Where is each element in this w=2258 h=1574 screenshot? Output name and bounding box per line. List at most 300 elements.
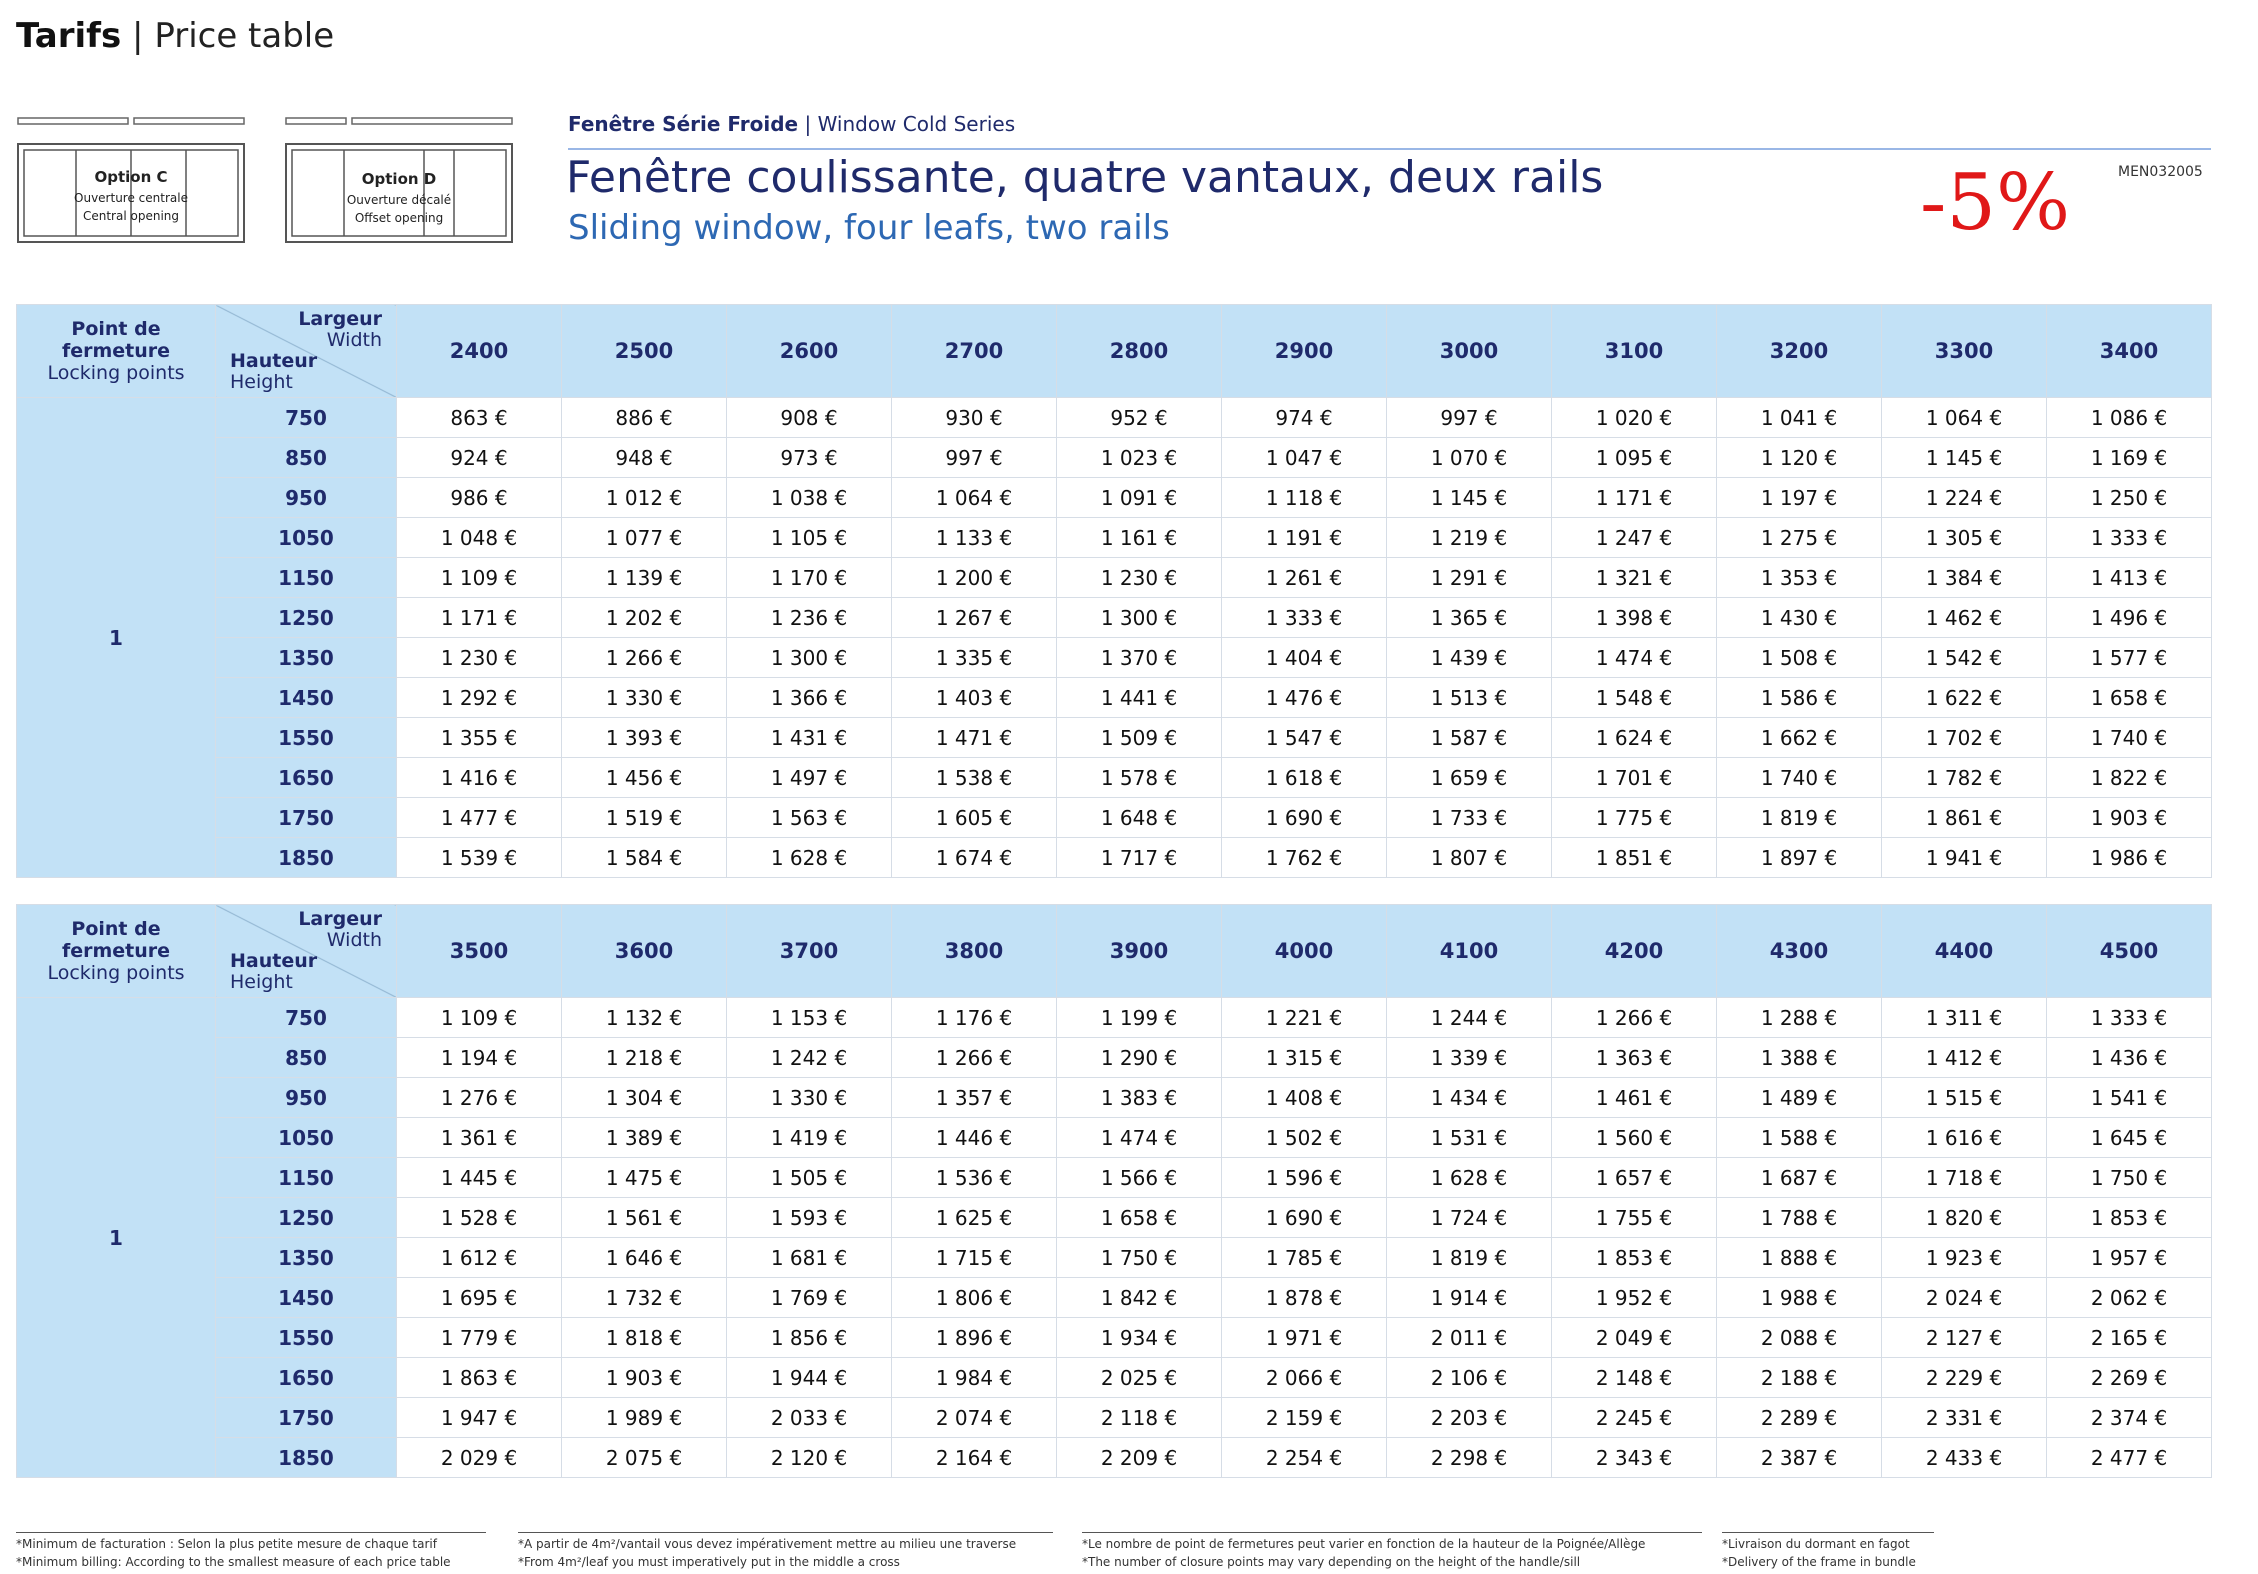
price-cell: 1 191 € [1222, 518, 1387, 558]
footnote-rule [1722, 1532, 1934, 1533]
height-row-header: 1750 [216, 1398, 397, 1438]
locking-label-fr: Point de fermeture [61, 318, 171, 362]
locking-label-en: Locking points [47, 362, 185, 384]
height-row-header: 1450 [216, 678, 397, 718]
price-cell: 1 971 € [1222, 1318, 1387, 1358]
price-cell: 1 118 € [1222, 478, 1387, 518]
table-row [17, 638, 2212, 678]
width-column-header: 4000 [1222, 905, 1387, 998]
price-cell: 1 645 € [2047, 1118, 2212, 1158]
product-title-fr: Fenêtre coulissante, quatre vantaux, deux rails [566, 152, 1604, 203]
table-row [17, 758, 2212, 798]
price-cell: 1 538 € [892, 758, 1057, 798]
price-cell: 1 261 € [1222, 558, 1387, 598]
price-cell: 1 762 € [1222, 838, 1387, 878]
price-cell: 1 750 € [2047, 1158, 2212, 1198]
height-row-header: 1250 [216, 1198, 397, 1238]
price-cell: 1 403 € [892, 678, 1057, 718]
price-cell: 1 625 € [892, 1198, 1057, 1238]
width-label-en: Width [326, 329, 382, 351]
price-cell: 1 914 € [1387, 1278, 1552, 1318]
table-row [17, 838, 2212, 878]
table-row [17, 1078, 2212, 1118]
series-fr: Fenêtre Série Froide [568, 112, 799, 136]
series-label [568, 112, 1015, 136]
height-row-header: 1250 [216, 598, 397, 638]
table-row [17, 1038, 2212, 1078]
price-cell: 1 436 € [2047, 1038, 2212, 1078]
price-cell: 1 404 € [1222, 638, 1387, 678]
price-cell: 1 842 € [1057, 1278, 1222, 1318]
price-cell: 1 145 € [1387, 478, 1552, 518]
option-c-diagram [16, 116, 246, 246]
price-cell: 1 496 € [2047, 598, 2212, 638]
price-cell: 1 853 € [1552, 1238, 1717, 1278]
price-cell: 1 659 € [1387, 758, 1552, 798]
price-cell: 1 439 € [1387, 638, 1552, 678]
price-cell: 1 508 € [1717, 638, 1882, 678]
price-cell: 1 430 € [1717, 598, 1882, 638]
price-cell: 2 298 € [1387, 1438, 1552, 1478]
width-column-header: 3700 [727, 905, 892, 998]
price-cell: 2 049 € [1552, 1318, 1717, 1358]
price-cell: 1 077 € [562, 518, 727, 558]
option-d-name: Option D [361, 170, 437, 188]
price-cell: 2 343 € [1552, 1438, 1717, 1478]
price-cell: 1 584 € [562, 838, 727, 878]
price-cell: 2 011 € [1387, 1318, 1552, 1358]
price-cell: 1 612 € [397, 1238, 562, 1278]
price-cell: 1 145 € [1882, 438, 2047, 478]
width-column-header: 4400 [1882, 905, 2047, 998]
height-row-header: 750 [216, 998, 397, 1038]
table-row [17, 1318, 2212, 1358]
price-cell: 1 315 € [1222, 1038, 1387, 1078]
price-cell: 1 132 € [562, 998, 727, 1038]
price-cell: 1 548 € [1552, 678, 1717, 718]
footnote-3-en: *The number of closure points may vary depending on the height of the handle/sill [1082, 1555, 1581, 1569]
width-column-header: 2900 [1222, 305, 1387, 398]
price-cell: 1 984 € [892, 1358, 1057, 1398]
price-cell: 2 120 € [727, 1438, 892, 1478]
price-cell: 863 € [397, 398, 562, 438]
table-row [17, 1198, 2212, 1238]
series-divider [568, 148, 2211, 150]
option-c-fr: Ouverture centrale [74, 191, 188, 205]
price-cell: 1 542 € [1882, 638, 2047, 678]
price-cell: 1 171 € [397, 598, 562, 638]
footnote-rule [16, 1532, 486, 1533]
price-cell: 1 563 € [727, 798, 892, 838]
product-title-en: Sliding window, four leafs, two rails [568, 208, 1170, 248]
price-cell: 1 878 € [1222, 1278, 1387, 1318]
height-row-header: 750 [216, 398, 397, 438]
discount-badge: -5% [1920, 158, 2071, 248]
price-cell: 997 € [1387, 398, 1552, 438]
price-cell: 1 048 € [397, 518, 562, 558]
price-cell: 930 € [892, 398, 1057, 438]
price-cell: 1 064 € [892, 478, 1057, 518]
price-cell: 1 646 € [562, 1238, 727, 1278]
price-cell: 1 618 € [1222, 758, 1387, 798]
price-cell: 1 775 € [1552, 798, 1717, 838]
price-cell: 948 € [562, 438, 727, 478]
price-cell: 1 622 € [1882, 678, 2047, 718]
height-row-header: 1350 [216, 1238, 397, 1278]
price-cell: 1 502 € [1222, 1118, 1387, 1158]
price-cell: 1 531 € [1387, 1118, 1552, 1158]
price-cell: 1 539 € [397, 838, 562, 878]
price-cell: 1 923 € [1882, 1238, 2047, 1278]
price-cell: 1 412 € [1882, 1038, 2047, 1078]
price-cell: 1 023 € [1057, 438, 1222, 478]
width-column-header: 3300 [1882, 305, 2047, 398]
footnote-2-fr: *A partir de 4m²/vantail vous devez impérativement mettre au milieu une traverse [518, 1537, 1017, 1551]
price-cell: 1 732 € [562, 1278, 727, 1318]
price-cell: 1 224 € [1882, 478, 2047, 518]
table-row [17, 678, 2212, 718]
price-cell: 1 861 € [1882, 798, 2047, 838]
price-cell: 1 474 € [1057, 1118, 1222, 1158]
price-cell: 1 896 € [892, 1318, 1057, 1358]
price-cell: 1 947 € [397, 1398, 562, 1438]
height-row-header: 1750 [216, 798, 397, 838]
height-row-header: 950 [216, 478, 397, 518]
series-en: Window Cold Series [817, 112, 1016, 136]
footnote-4 [1722, 1532, 1934, 1571]
price-cell: 2 203 € [1387, 1398, 1552, 1438]
price-cell: 1 461 € [1552, 1078, 1717, 1118]
price-cell: 1 566 € [1057, 1158, 1222, 1198]
height-label-en: Height [230, 371, 293, 393]
price-cell: 1 091 € [1057, 478, 1222, 518]
width-column-header: 2500 [562, 305, 727, 398]
table-row [17, 598, 2212, 638]
price-cell: 1 064 € [1882, 398, 2047, 438]
option-d-diagram [284, 116, 514, 246]
price-cell: 1 560 € [1552, 1118, 1717, 1158]
price-cell: 2 106 € [1387, 1358, 1552, 1398]
price-cell: 1 304 € [562, 1078, 727, 1118]
price-cell: 2 024 € [1882, 1278, 2047, 1318]
width-label [298, 309, 382, 351]
footnote-2 [518, 1532, 1053, 1571]
width-label-fr: Largeur [298, 908, 382, 930]
price-cell: 1 047 € [1222, 438, 1387, 478]
price-cell: 1 300 € [727, 638, 892, 678]
price-cell: 2 033 € [727, 1398, 892, 1438]
page-title-bold: Tarifs [16, 16, 122, 56]
price-cell: 1 109 € [397, 558, 562, 598]
price-cell: 1 153 € [727, 998, 892, 1038]
price-cell: 1 657 € [1552, 1158, 1717, 1198]
price-cell: 1 624 € [1552, 718, 1717, 758]
price-cell: 886 € [562, 398, 727, 438]
width-column-header: 3600 [562, 905, 727, 998]
price-cell: 1 292 € [397, 678, 562, 718]
price-cell: 1 330 € [727, 1078, 892, 1118]
locking-points-header [17, 305, 216, 398]
price-cell: 1 957 € [2047, 1238, 2212, 1278]
price-cell: 1 724 € [1387, 1198, 1552, 1238]
price-cell: 1 819 € [1717, 798, 1882, 838]
price-cell: 1 509 € [1057, 718, 1222, 758]
page-title-separator: | [132, 16, 144, 56]
option-d-en: Offset opening [354, 211, 444, 225]
height-row-header: 850 [216, 1038, 397, 1078]
price-cell: 2 025 € [1057, 1358, 1222, 1398]
price-cell: 1 897 € [1717, 838, 1882, 878]
height-row-header: 1650 [216, 758, 397, 798]
price-cell: 2 331 € [1882, 1398, 2047, 1438]
footnote-3-fr: *Le nombre de point de fermetures peut varier en fonction de la hauteur de la Poignée/Allège [1082, 1537, 1646, 1551]
price-cell: 1 419 € [727, 1118, 892, 1158]
price-cell: 1 662 € [1717, 718, 1882, 758]
price-cell: 1 690 € [1222, 1198, 1387, 1238]
price-cell: 1 818 € [562, 1318, 727, 1358]
price-cell: 1 989 € [562, 1398, 727, 1438]
price-cell: 1 648 € [1057, 798, 1222, 838]
price-cell: 2 066 € [1222, 1358, 1387, 1398]
price-cell: 1 333 € [2047, 518, 2212, 558]
option-d-fr: Ouverture décalé [346, 193, 452, 207]
height-row-header: 1050 [216, 518, 397, 558]
price-cell: 1 266 € [892, 1038, 1057, 1078]
price-cell: 1 441 € [1057, 678, 1222, 718]
table-row [17, 1358, 2212, 1398]
product-reference: MEN032005 [2118, 164, 2203, 180]
width-height-header [216, 905, 397, 998]
width-column-header: 3800 [892, 905, 1057, 998]
price-cell: 1 588 € [1717, 1118, 1882, 1158]
width-column-header: 2400 [397, 305, 562, 398]
height-label-fr: Hauteur [230, 950, 318, 972]
price-cell: 2 159 € [1222, 1398, 1387, 1438]
price-cell: 1 782 € [1882, 758, 2047, 798]
price-cell: 2 075 € [562, 1438, 727, 1478]
price-cell: 1 408 € [1222, 1078, 1387, 1118]
table-row [17, 718, 2212, 758]
price-cell: 1 903 € [562, 1358, 727, 1398]
price-cell: 1 628 € [1387, 1158, 1552, 1198]
price-cell: 1 416 € [397, 758, 562, 798]
price-cell: 1 755 € [1552, 1198, 1717, 1238]
width-column-header: 2800 [1057, 305, 1222, 398]
width-column-header: 4300 [1717, 905, 1882, 998]
price-cell: 1 851 € [1552, 838, 1717, 878]
price-cell: 1 266 € [562, 638, 727, 678]
price-cell: 1 335 € [892, 638, 1057, 678]
height-label-en: Height [230, 971, 293, 993]
option-d-window-icon [284, 116, 514, 246]
price-cell: 1 718 € [1882, 1158, 2047, 1198]
price-cell: 1 384 € [1882, 558, 2047, 598]
height-row-header: 1550 [216, 1318, 397, 1358]
price-cell: 2 127 € [1882, 1318, 2047, 1358]
table-row [17, 1238, 2212, 1278]
table-row [17, 518, 2212, 558]
locking-points-header [17, 905, 216, 998]
price-cell: 1 398 € [1552, 598, 1717, 638]
price-cell: 1 519 € [562, 798, 727, 838]
width-column-header: 4100 [1387, 905, 1552, 998]
height-row-header: 1850 [216, 838, 397, 878]
footnote-3 [1082, 1532, 1702, 1571]
table-row [17, 1398, 2212, 1438]
price-cell: 2 254 € [1222, 1438, 1387, 1478]
price-cell: 1 674 € [892, 838, 1057, 878]
footnote-4-en: *Delivery of the frame in bundle [1722, 1555, 1916, 1569]
price-cell: 1 577 € [2047, 638, 2212, 678]
price-cell: 2 433 € [1882, 1438, 2047, 1478]
footnote-1-fr: *Minimum de facturation : Selon la plus petite mesure de chaque tarif [16, 1537, 437, 1551]
price-cell: 1 290 € [1057, 1038, 1222, 1078]
price-cell: 1 333 € [1222, 598, 1387, 638]
price-cell: 1 109 € [397, 998, 562, 1038]
price-cell: 1 200 € [892, 558, 1057, 598]
price-cell: 1 769 € [727, 1278, 892, 1318]
price-cell: 1 513 € [1387, 678, 1552, 718]
price-cell: 1 105 € [727, 518, 892, 558]
locking-points-value: 1 [17, 398, 216, 878]
price-cell: 1 561 € [562, 1198, 727, 1238]
table-row [17, 1278, 2212, 1318]
price-cell: 1 593 € [727, 1198, 892, 1238]
price-cell: 1 819 € [1387, 1238, 1552, 1278]
width-column-header: 3200 [1717, 305, 1882, 398]
price-cell: 1 952 € [1552, 1278, 1717, 1318]
price-cell: 1 275 € [1717, 518, 1882, 558]
price-cell: 974 € [1222, 398, 1387, 438]
price-cell: 1 393 € [562, 718, 727, 758]
price-cell: 1 505 € [727, 1158, 892, 1198]
price-cell: 1 687 € [1717, 1158, 1882, 1198]
footnote-rule [518, 1532, 1053, 1533]
price-cell: 1 903 € [2047, 798, 2212, 838]
price-cell: 1 388 € [1717, 1038, 1882, 1078]
locking-points-value: 1 [17, 998, 216, 1478]
price-cell: 2 148 € [1552, 1358, 1717, 1398]
price-cell: 1 489 € [1717, 1078, 1882, 1118]
height-row-header: 1550 [216, 718, 397, 758]
price-cell: 1 305 € [1882, 518, 2047, 558]
price-cell: 1 497 € [727, 758, 892, 798]
height-row-header: 1850 [216, 1438, 397, 1478]
price-cell: 1 658 € [1057, 1198, 1222, 1238]
price-cell: 1 934 € [1057, 1318, 1222, 1358]
price-cell: 1 333 € [2047, 998, 2212, 1038]
price-cell: 2 245 € [1552, 1398, 1717, 1438]
footnote-2-en: *From 4m²/leaf you must imperatively put in the middle a cross [518, 1555, 900, 1569]
price-cell: 1 988 € [1717, 1278, 1882, 1318]
price-cell: 1 658 € [2047, 678, 2212, 718]
price-cell: 1 690 € [1222, 798, 1387, 838]
price-cell: 1 528 € [397, 1198, 562, 1238]
price-cell: 1 413 € [2047, 558, 2212, 598]
footnote-4-fr: *Livraison du dormant en fagot [1722, 1537, 1910, 1551]
price-cell: 2 088 € [1717, 1318, 1882, 1358]
table-row [17, 398, 2212, 438]
height-row-header: 1150 [216, 1158, 397, 1198]
price-cell: 1 176 € [892, 998, 1057, 1038]
price-cell: 1 785 € [1222, 1238, 1387, 1278]
series-separator: | [804, 112, 812, 136]
price-cell: 997 € [892, 438, 1057, 478]
price-cell: 1 456 € [562, 758, 727, 798]
price-table-2 [16, 904, 2212, 1478]
height-label [230, 951, 317, 993]
header-row [17, 305, 2212, 398]
price-cell: 1 628 € [727, 838, 892, 878]
price-cell: 1 230 € [1057, 558, 1222, 598]
price-cell: 1 038 € [727, 478, 892, 518]
table-row [17, 1438, 2212, 1478]
width-label-fr: Largeur [298, 308, 382, 330]
width-height-header [216, 305, 397, 398]
table-row [17, 998, 2212, 1038]
price-cell: 1 681 € [727, 1238, 892, 1278]
price-cell: 1 133 € [892, 518, 1057, 558]
price-cell: 1 733 € [1387, 798, 1552, 838]
height-row-header: 1050 [216, 1118, 397, 1158]
price-cell: 1 244 € [1387, 998, 1552, 1038]
price-cell: 2 289 € [1717, 1398, 1882, 1438]
height-label-fr: Hauteur [230, 350, 318, 372]
price-cell: 1 219 € [1387, 518, 1552, 558]
price-cell: 1 199 € [1057, 998, 1222, 1038]
price-cell: 1 276 € [397, 1078, 562, 1118]
width-column-header: 3500 [397, 905, 562, 998]
price-cell: 1 389 € [562, 1118, 727, 1158]
price-cell: 1 197 € [1717, 478, 1882, 518]
price-cell: 1 086 € [2047, 398, 2212, 438]
price-cell: 1 586 € [1717, 678, 1882, 718]
price-cell: 1 365 € [1387, 598, 1552, 638]
price-cell: 1 986 € [2047, 838, 2212, 878]
price-cell: 2 118 € [1057, 1398, 1222, 1438]
price-cell: 1 779 € [397, 1318, 562, 1358]
price-cell: 1 250 € [2047, 478, 2212, 518]
price-cell: 2 387 € [1717, 1438, 1882, 1478]
price-cell: 1 353 € [1717, 558, 1882, 598]
width-column-header: 3100 [1552, 305, 1717, 398]
price-cell: 1 120 € [1717, 438, 1882, 478]
width-column-header: 4200 [1552, 905, 1717, 998]
price-cell: 1 740 € [1717, 758, 1882, 798]
price-cell: 2 164 € [892, 1438, 1057, 1478]
price-cell: 1 236 € [727, 598, 892, 638]
price-cell: 2 188 € [1717, 1358, 1882, 1398]
price-cell: 1 041 € [1717, 398, 1882, 438]
width-column-header: 2600 [727, 305, 892, 398]
height-row-header: 1450 [216, 1278, 397, 1318]
price-cell: 1 695 € [397, 1278, 562, 1318]
price-cell: 1 355 € [397, 718, 562, 758]
price-cell: 973 € [727, 438, 892, 478]
price-cell: 1 477 € [397, 798, 562, 838]
price-cell: 1 596 € [1222, 1158, 1387, 1198]
price-cell: 1 311 € [1882, 998, 2047, 1038]
price-cell: 1 194 € [397, 1038, 562, 1078]
price-cell: 1 853 € [2047, 1198, 2212, 1238]
price-cell: 2 477 € [2047, 1438, 2212, 1478]
price-cell: 1 856 € [727, 1318, 892, 1358]
price-cell: 2 209 € [1057, 1438, 1222, 1478]
price-cell: 1 357 € [892, 1078, 1057, 1118]
price-cell: 1 820 € [1882, 1198, 2047, 1238]
price-cell: 2 074 € [892, 1398, 1057, 1438]
option-c-en: Central opening [82, 209, 180, 223]
